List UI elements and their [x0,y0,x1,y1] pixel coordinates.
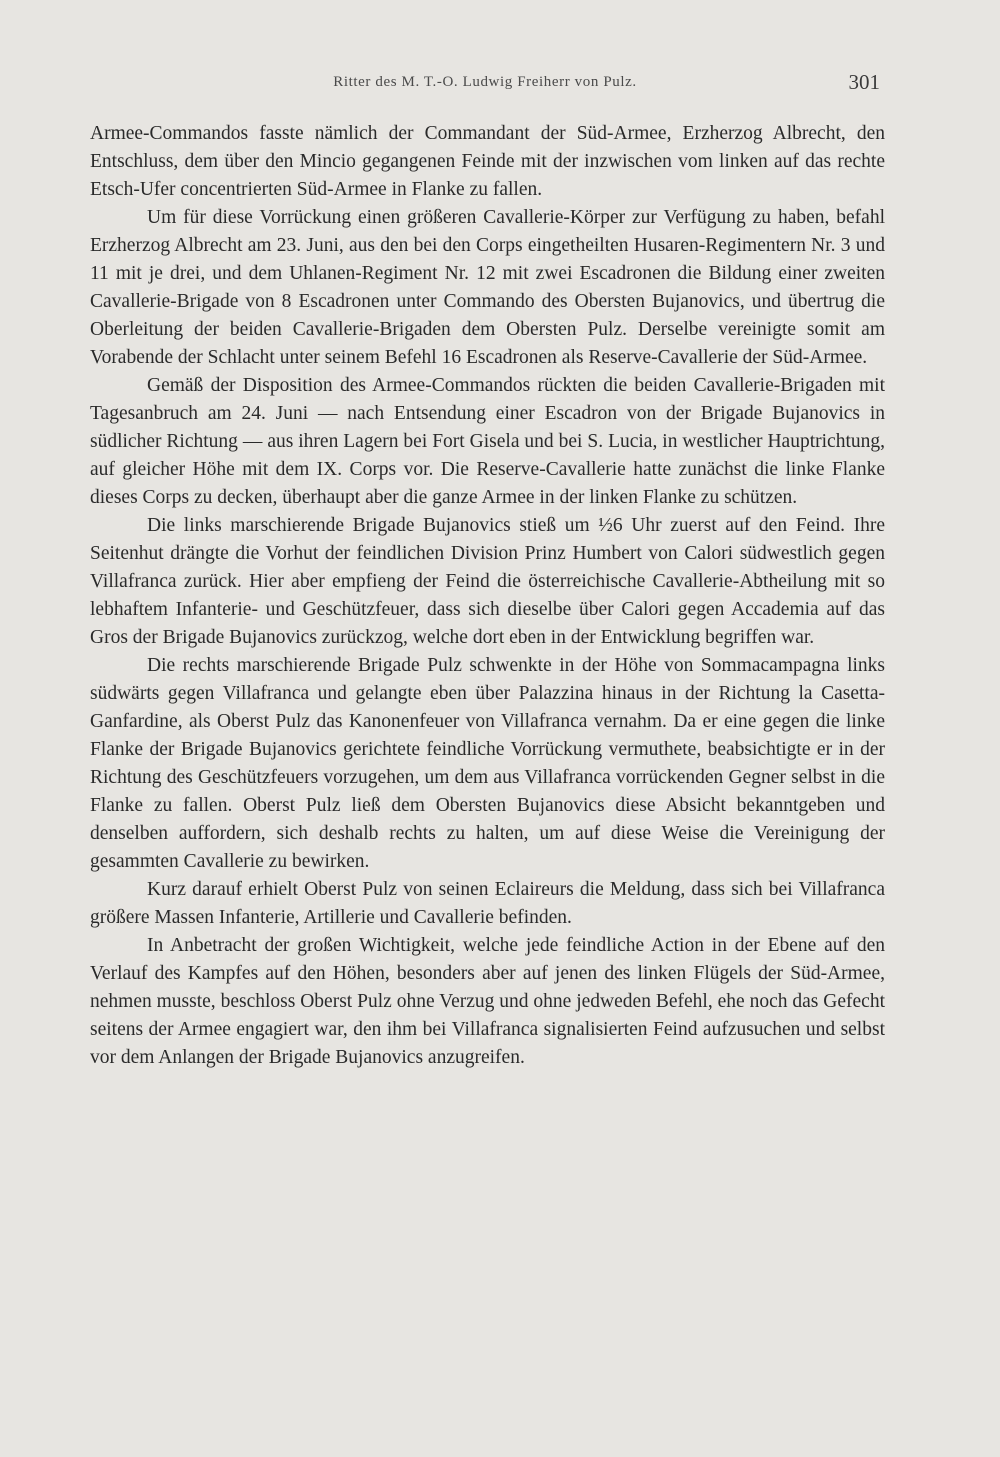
page-number: 301 [848,70,880,94]
paragraph: In Anbetracht der großen Wichtigkeit, welche jede feindliche Action in der Ebene auf den Verlauf des Kampfes auf den Höhen, besonders aber auf jenen des linken Flügels der Süd-Armee, nehmen musste, beschloss Oberst Pulz ohne Verzug und ohne jedweden Befehl, ehe noch das Gefecht seitens der Armee engagiert war, den ihm bei Villafranca signalisierten Feind aufzusuchen und selbst vor dem Anlangen der Brigade Bujanovics anzugreifen. [90,935,885,1068]
running-title: Ritter des M. T.-O. Ludwig Freiherr von Pulz. [333,74,637,90]
body-text [90,120,885,1072]
paragraph: Die rechts marschierende Brigade Pulz schwenkte in der Höhe von Sommacampagna links südwärts gegen Villafranca und gelangte eben über Palazzina hinaus in der Richtung la Casetta-Ganfardine, als Oberst Pulz das Kanonenfeuer von Villafranca vernahm. Da er eine gegen die linke Flanke der Brigade Bujanovics gerichtete feindliche Vorrückung vermuthete, beabsichtigte er in der Richtung des Geschützfeuers vorzugehen, um dem aus Villafranca vorrückenden Gegner selbst in die Flanke zu fallen. Oberst Pulz ließ dem Obersten Bujanovics diese Absicht bekanntgeben und denselben auffordern, sich deshalb rechts zu halten, um auf diese Weise die Vereinigung der gesammten Cavallerie zu bewirken. [90,655,885,872]
paragraph: Die links marschierende Brigade Bujanovics stieß um ½6 Uhr zuerst auf den Feind. Ihre Seitenhut drängte die Vorhut der feindlichen Division Prinz Humbert von Calori südwestlich gegen Villafranca zurück. Hier aber empfieng der Feind die österreichische Cavallerie-Abtheilung mit so lebhaftem Infanterie- und Geschützfeuer, dass sich dieselbe über Calori gegen Accademia auf das Gros der Brigade Bujanovics zurückzog, welche dort eben in der Entwicklung begriffen war. [90,515,885,648]
paragraph: Gemäß der Disposition des Armee-Commandos rückten die beiden Cavallerie-Brigaden mit Tagesanbruch am 24. Juni — nach Entsendung einer Escadron von der Brigade Bujanovics in südlicher Richtung — aus ihren Lagern bei Fort Gisela und bei S. Lucia, in westlicher Hauptrichtung, auf gleicher Höhe mit dem IX. Corps vor. Die Reserve-Cavallerie hatte zunächst die linke Flanke dieses Corps zu decken, überhaupt aber die ganze Armee in der linken Flanke zu schützen. [90,375,885,508]
paragraph: Um für diese Vorrückung einen größeren Cavallerie-Körper zur Verfügung zu haben, befahl Erzherzog Albrecht am 23. Juni, aus den bei den Corps eingetheilten Husaren-Regimentern Nr. 3 und 11 mit je drei, und dem Uhlanen-Regiment Nr. 12 mit zwei Escadronen die Bildung einer zweiten Cavallerie-Brigade von 8 Escadronen unter Commando des Obersten Bujanovics, und übertrug die Oberleitung der beiden Cavallerie-Brigaden dem Obersten Pulz. Derselbe vereinigte somit am Vorabende der Schlacht unter seinem Befehl 16 Escadronen als Reserve-Cavallerie der Süd-Armee. [90,207,885,368]
paragraph: Armee-Commandos fasste nämlich der Commandant der Süd-Armee, Erzherzog Albrecht, den Entschluss, dem über den Mincio gegangenen Feinde mit der inzwischen vom linken auf das rechte Etsch-Ufer concentrierten Süd-Armee in Flanke zu fallen. [90,123,885,200]
paragraph: Kurz darauf erhielt Oberst Pulz von seinen Eclaireurs die Meldung, dass sich bei Villafranca größere Massen Infanterie, Artillerie und Cavallerie befinden. [90,879,885,928]
running-head [90,70,880,94]
